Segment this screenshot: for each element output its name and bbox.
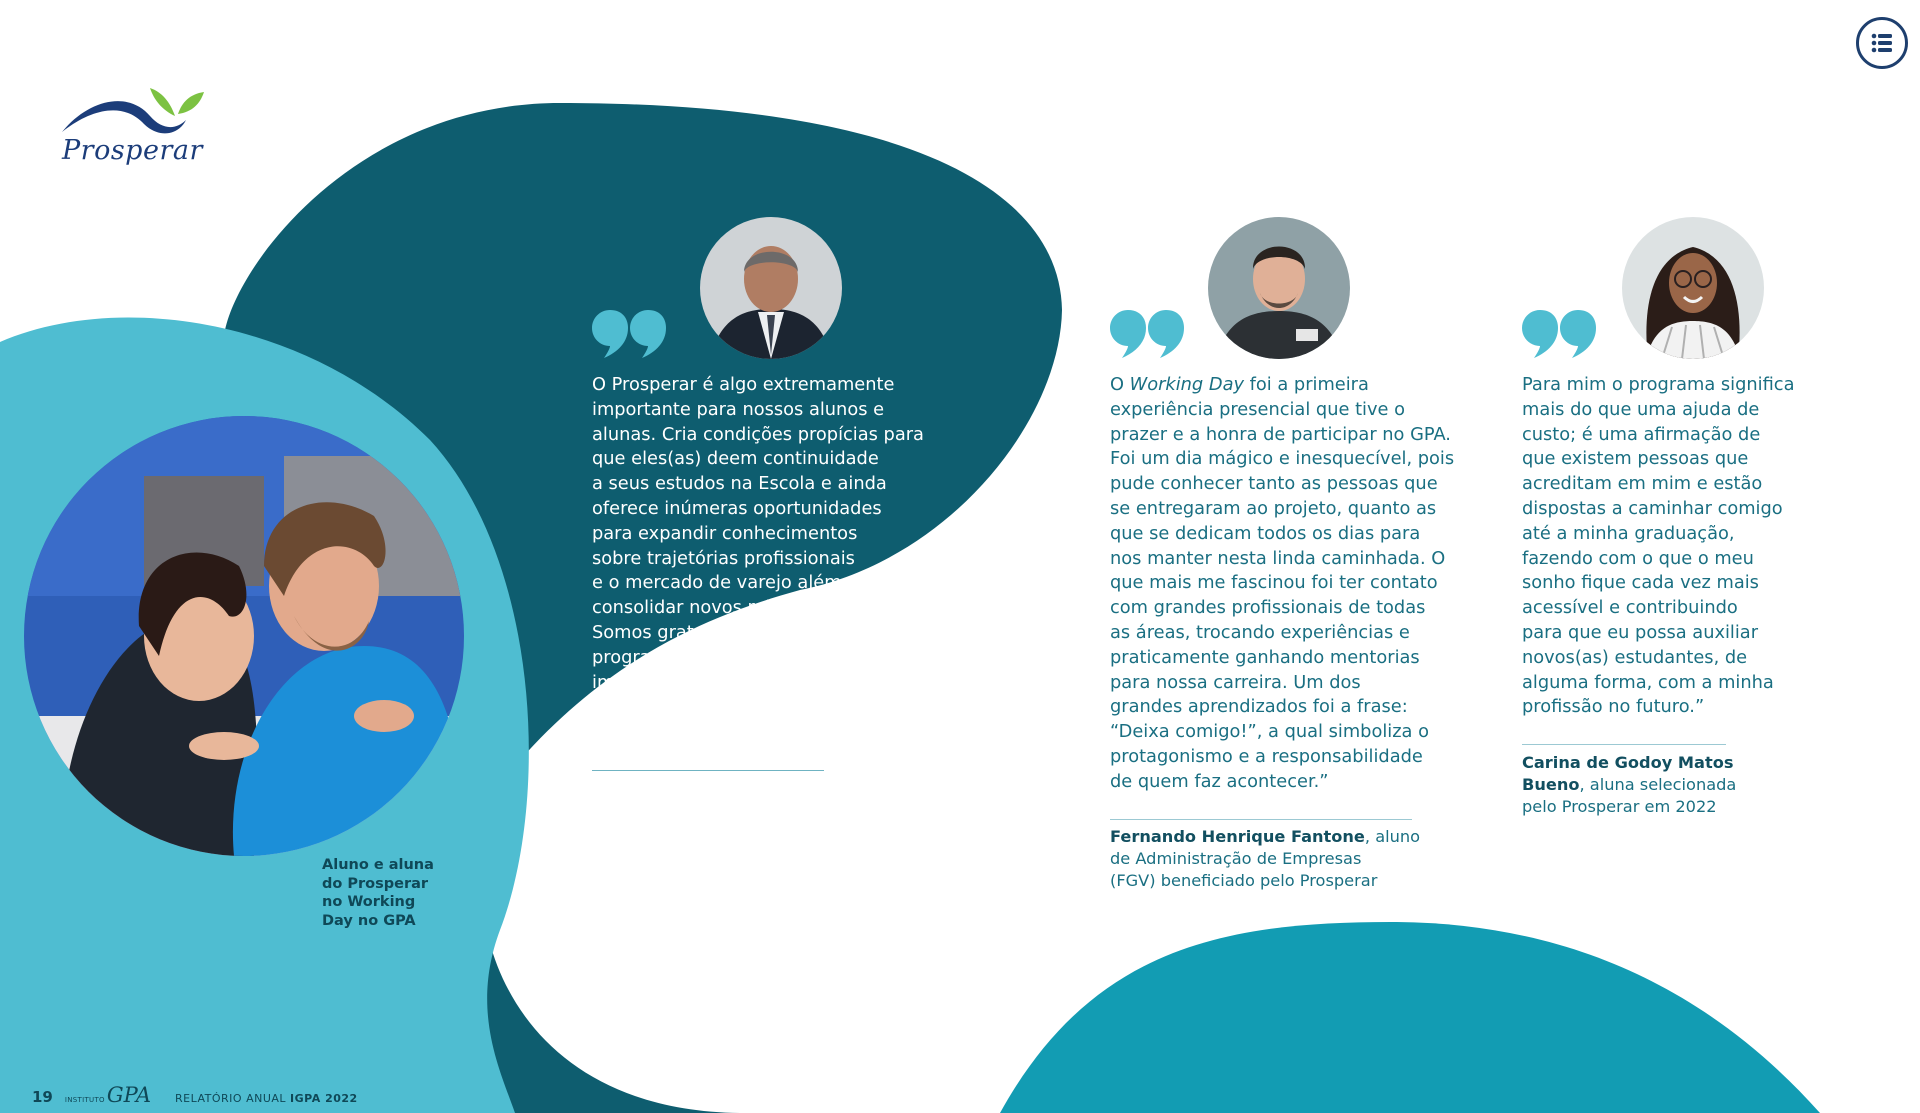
avatar-fernando (1208, 217, 1350, 359)
prosperar-logo (58, 80, 208, 170)
students-photo (24, 416, 464, 856)
sprout-wave-logo-icon (58, 80, 208, 140)
list-menu-icon (1871, 32, 1893, 54)
author-fernando: Fernando Henrique Fantone, aluno de Administração de Empresas (FGV) beneficiado pelo Prosperar (1110, 827, 1421, 890)
photo-caption: Aluno e aluna do Prosperar no Working Day no GPA (322, 857, 434, 929)
divider (1522, 744, 1726, 745)
quote-marks-icon (1110, 310, 1184, 358)
institute-label: INSTITUTO (64, 1096, 105, 1104)
divider (592, 770, 824, 771)
menu-button[interactable] (1856, 17, 1908, 69)
avatar-renato (700, 217, 842, 359)
quote-text-fernando: O Working Day foi a primeira experiência presencial que tive o prazer e a honra de participar no GPA. Foi um dia mágico e inesquecível, pois pude conhecer tanto as pessoas que se entregaram ao projeto, quanto as que se dedicam todos os dias para nos manter nesta linda caminhada. O que mais me fascinou foi ter contato com grandes profissionais de todas as áreas, trocando experiências e praticamente ganhando mentorias para nossa carreira. Um dos grandes aprendizados foi a frase: “Deixa comigo!”, a qual simboliza o protagonismo e a responsabilidade de quem faz acontecer.” (1110, 374, 1455, 792)
report-label: RELATÓRIO ANUAL IGPA 2022 (175, 1092, 358, 1105)
quote-text-carina: Para mim o programa significa mais do que uma ajuda de custo; é uma afirmação de que existem pessoas que acreditam em mim e estão dispostas a caminhar comigo até a minha graduação, fazendo com o que o meu sonho fique cada vez mais acessível e contribuindo para que eu possa auxiliar novos(as) estudantes, de alguma forma, com a minha profissão no futuro.” (1522, 374, 1795, 718)
logo-text: Prosperar (62, 135, 203, 166)
mid-teal-dome (1000, 922, 1820, 1113)
author-carina: Carina de Godoy Matos Bueno, aluna selecionada pelo Prosperar em 2022 (1522, 753, 1737, 816)
author-renato: Renato Guimarães Ferreira, coordenador do curso de graduação em Administração de Empresas, FGV/EAESP (592, 778, 886, 863)
gpa-logo-text: GPA (106, 1083, 152, 1107)
quote-marks-icon (1522, 310, 1596, 358)
quote-marks-icon (592, 310, 666, 358)
avatar-carina (1622, 217, 1764, 359)
page-footer (32, 1083, 358, 1107)
quote-text-renato: O Prosperar é algo extremamente importante para nossos alunos e alunas. Cria condições propícias para que eles(as) deem continuidade a seus estudos na Escola e ainda oferece inúmeras oportunidades para expandir conhecimentos sobre trajetórias profissionais e o mercado de varejo além de consolidar novos relacionamentos. Somos gratos ao apoio dado pelo programa, pois acompanhamos o impacto extremamente positivo que ele tem na vida dessas pessoas – ele faz toda a diferença!” (592, 374, 924, 743)
page-number: 19 (32, 1088, 53, 1106)
divider (1110, 819, 1412, 820)
